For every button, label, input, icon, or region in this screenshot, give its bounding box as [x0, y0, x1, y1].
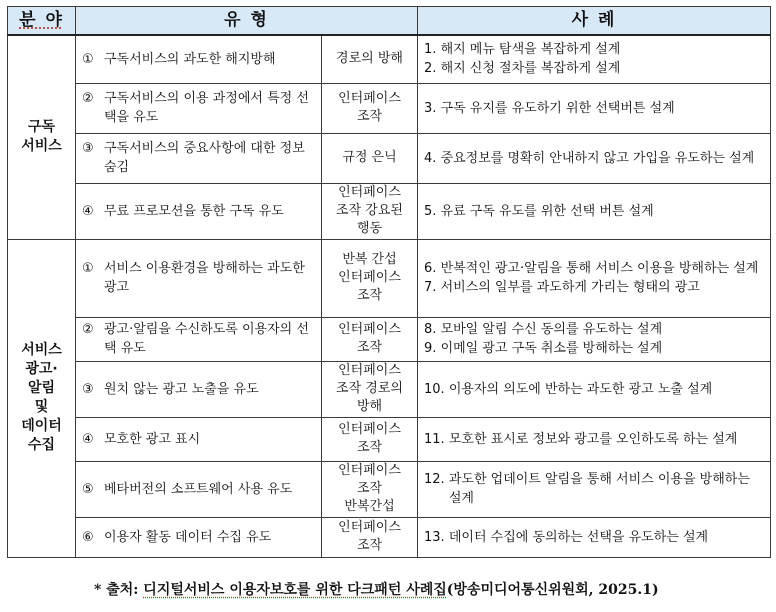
type-cell: ③ 원치 않는 광고 노출을 유도 [76, 361, 322, 417]
type-cell: ② 구독서비스의 이용 과정에서 특정 선택을 유도 [76, 83, 322, 133]
category-subscription: 구독 서비스 [8, 35, 76, 239]
method-cell: 반복 간섭 인터페이스 조작 [322, 239, 418, 317]
type-cell: ⑥ 이용자 활동 데이터 수집 유도 [76, 517, 322, 557]
table-row [8, 461, 771, 517]
type-cell: ③ 구독서비스의 중요사항에 대한 정보 숨김 [76, 133, 322, 183]
header-cases: 사 례 [418, 7, 771, 36]
cases-cell: 4. 중요정보를 명확히 안내하지 않고 가입을 유도하는 설계 [418, 133, 771, 183]
table-row [8, 133, 771, 183]
table-header-row [8, 7, 771, 36]
source-note [94, 579, 659, 599]
table-row [8, 361, 771, 417]
cases-cell: 6. 반복적인 광고·알림을 통해 서비스 이용을 방해하는 설계 7. 서비스의 일부를 과도하게 가리는 형태의 광고 [418, 239, 771, 317]
cases-cell: 1. 해지 메뉴 탐색을 복잡하게 설계 2. 해지 신청 절차를 복잡하게 설계 [418, 35, 771, 83]
table-row [8, 83, 771, 133]
header-type: 유 형 [76, 7, 418, 36]
method-cell: 규정 은닉 [322, 133, 418, 183]
table-row [8, 417, 771, 461]
dark-pattern-table [7, 6, 771, 558]
cases-cell: 3. 구독 유지를 유도하기 위한 선택버튼 설계 [418, 83, 771, 133]
cases-cell: 12. 과도한 업데이트 알림을 통해 서비스 이용을 방해하는 설계 [418, 461, 771, 517]
method-cell: 인터페이스 조작 [322, 417, 418, 461]
cases-cell: 11. 모호한 표시로 정보와 광고를 오인하도록 하는 설계 [418, 417, 771, 461]
source-prefix: * 출처: [94, 582, 139, 598]
cases-cell: 5. 유료 구독 유도를 위한 선택 버튼 설계 [418, 183, 771, 239]
type-cell: ④ 무료 프로모션을 통한 구독 유도 [76, 183, 322, 239]
method-cell: 경로의 방해 [322, 35, 418, 83]
category-ads-data: 서비스 광고· 알림 및 데이터 수집 [8, 239, 76, 557]
cases-cell: 13. 데이터 수집에 동의하는 선택을 유도하는 설계 [418, 517, 771, 557]
cases-cell: 8. 모바일 알림 수신 동의를 유도하는 설계 9. 이메일 광고 구독 취소를 방해하는 설계 [418, 317, 771, 361]
method-cell: 인터페이스 조작 [322, 317, 418, 361]
source-title: 디지털서비스 이용자보호를 위한 다크패턴 사례집 [143, 582, 447, 598]
table-row [8, 183, 771, 239]
header-field: 분 야 [8, 7, 76, 36]
method-cell: 인터페이스 조작 반복간섭 [322, 461, 418, 517]
type-cell: ④ 모호한 광고 표시 [76, 417, 322, 461]
table-row [8, 317, 771, 361]
cases-cell: 10. 이용자의 의도에 반하는 과도한 광고 노출 설계 [418, 361, 771, 417]
table-row [8, 35, 771, 83]
method-cell: 인터페이스 조작 [322, 83, 418, 133]
type-cell: ② 광고·알림을 수신하도록 이용자의 선택 유도 [76, 317, 322, 361]
type-cell: ① 구독서비스의 과도한 해지방해 [76, 35, 322, 83]
source-publisher: (방송미디어통신위원회, 2025.1) [446, 582, 659, 598]
method-cell: 인터페이스 조작 [322, 517, 418, 557]
table-row [8, 517, 771, 557]
method-cell: 인터페이스 조작 강요된 행동 [322, 183, 418, 239]
method-cell: 인터페이스 조작 경로의 방해 [322, 361, 418, 417]
type-cell: ⑤ 베타버전의 소프트웨어 사용 유도 [76, 461, 322, 517]
table-row [8, 239, 771, 317]
type-cell: ① 서비스 이용환경을 방해하는 과도한 광고 [76, 239, 322, 317]
